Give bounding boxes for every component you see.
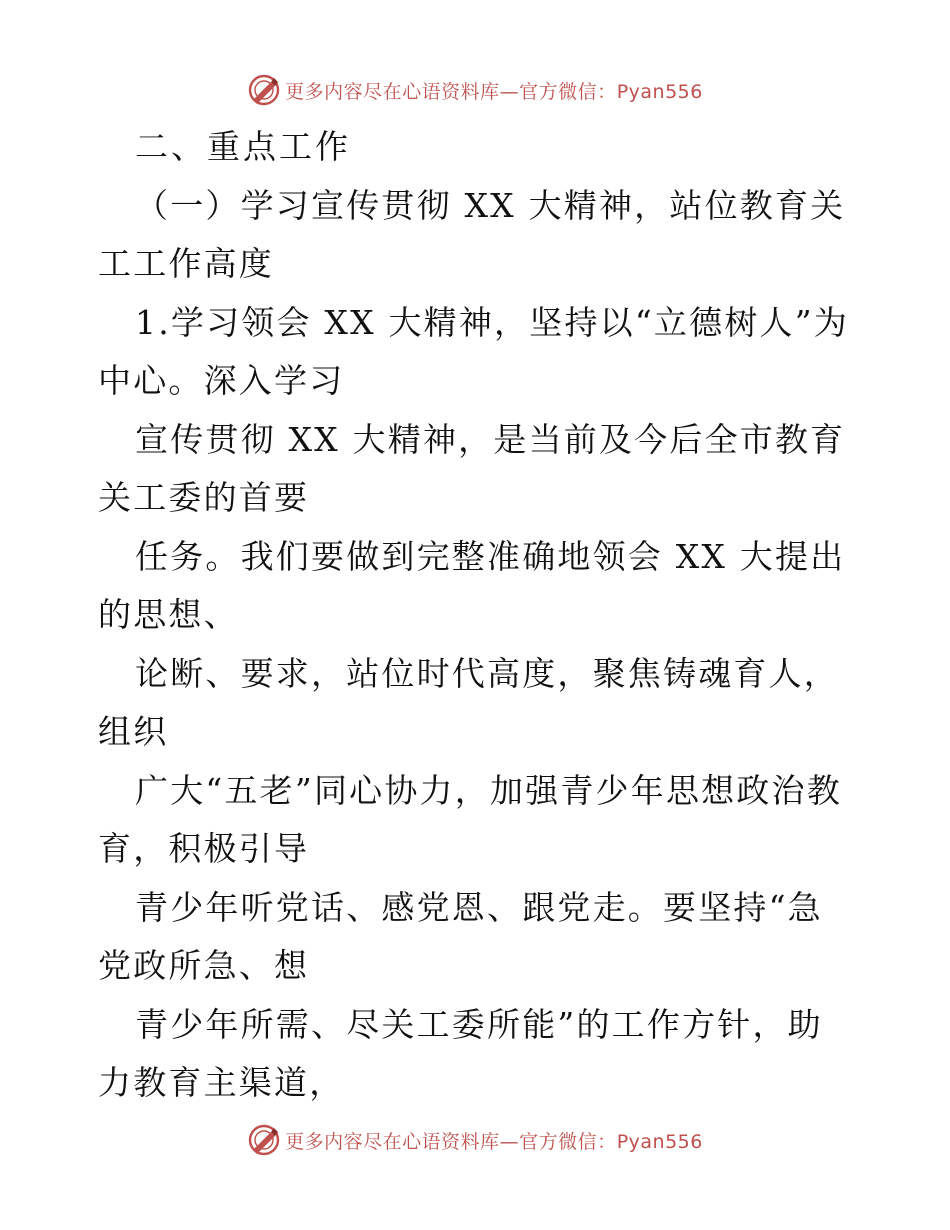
banner-left-text: 更多内容尽在心语资料库 bbox=[285, 80, 500, 103]
body-paragraph bbox=[98, 996, 858, 1113]
banner-text bbox=[285, 1127, 703, 1154]
line-text: 育，积极引导 bbox=[98, 829, 310, 868]
line-text: 论断、要求，站位时代高度，聚焦铸魂育人，组 bbox=[98, 653, 839, 751]
banner-right-text: 官方微信： bbox=[519, 80, 617, 103]
line-text: 教育主渠道， bbox=[133, 1063, 345, 1102]
line-text: 1.学习领会 XX 大精神，坚持以“立德树人”为 bbox=[135, 302, 849, 342]
line-text: 青少年所需、尽关工委所能”的工作方针，助力 bbox=[98, 1004, 823, 1102]
body-paragraph bbox=[98, 879, 858, 996]
line-text: 思想、 bbox=[133, 595, 239, 634]
document-body bbox=[98, 118, 858, 1113]
body-paragraph bbox=[98, 762, 858, 879]
footer-watermark-banner bbox=[0, 1120, 950, 1160]
line-text: 中心。深入学习 bbox=[98, 361, 345, 400]
body-paragraph bbox=[98, 294, 858, 411]
body-paragraph bbox=[98, 528, 858, 645]
subsection-heading bbox=[98, 177, 858, 294]
line-text: 广大“五老”同心协力，加强青少年思想政治教 bbox=[135, 770, 842, 810]
line-text: 织 bbox=[133, 712, 169, 751]
line-text: 工委的首要 bbox=[133, 478, 310, 517]
line-text: （一）学习宣传贯彻 XX 大精神，站位教育关工 bbox=[98, 185, 846, 283]
section-heading bbox=[98, 118, 858, 177]
banner-account: Pyan556 bbox=[616, 1130, 703, 1153]
body-paragraph bbox=[98, 645, 858, 762]
line-text: 任务。我们要做到完整准确地领会 XX 大提出的 bbox=[98, 536, 846, 634]
banner-dash: — bbox=[499, 1130, 520, 1153]
line-text: 青少年听党话、感党恩、跟党走。要坚持“急党 bbox=[98, 887, 823, 985]
banner-account: Pyan556 bbox=[616, 80, 703, 103]
header-watermark-banner bbox=[0, 70, 950, 110]
line-text: 宣传贯彻 XX 大精神，是当前及今后全市教育关 bbox=[98, 419, 846, 517]
pen-logo-icon bbox=[247, 73, 281, 107]
line-text: 政所急、想 bbox=[133, 946, 310, 985]
line-text: 工作高度 bbox=[133, 244, 275, 283]
banner-dash: — bbox=[499, 80, 520, 103]
banner-left-text: 更多内容尽在心语资料库 bbox=[285, 1130, 500, 1153]
banner-text bbox=[285, 77, 703, 104]
banner-right-text: 官方微信： bbox=[519, 1130, 617, 1153]
body-paragraph bbox=[98, 411, 858, 528]
pen-logo-icon bbox=[247, 1123, 281, 1157]
line-text: 二、重点工作 bbox=[135, 127, 351, 166]
